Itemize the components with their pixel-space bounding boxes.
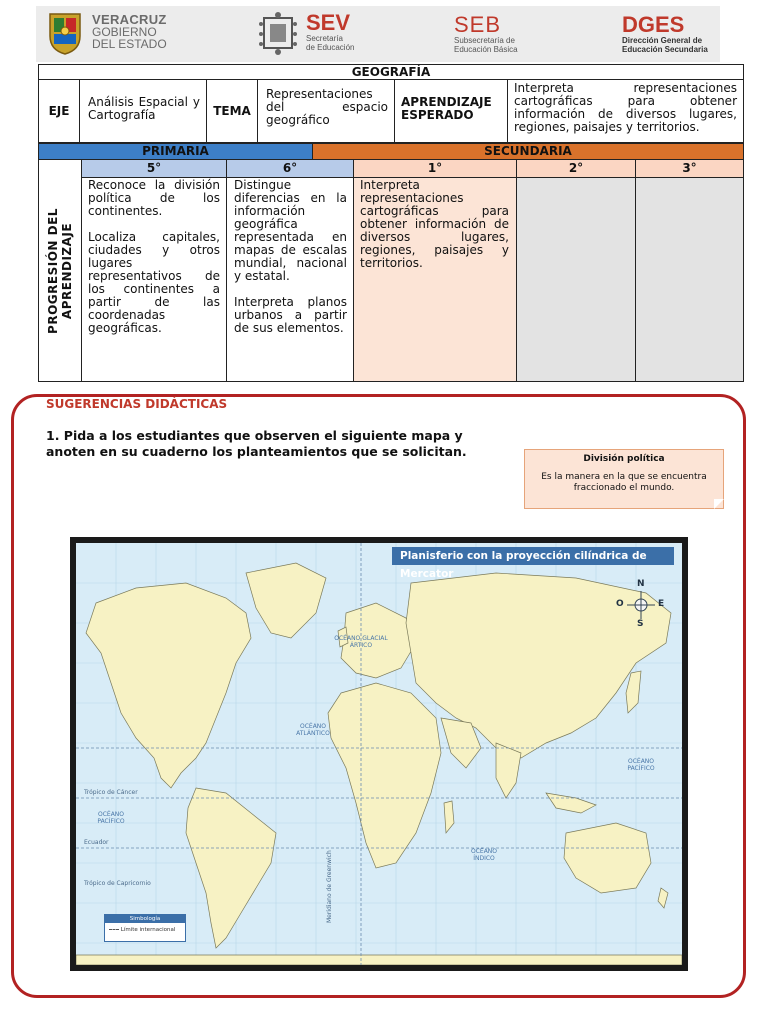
- dges-acronym: DGES: [622, 12, 685, 37]
- grade-5-text-1: Reconoce la división política de los continentes.: [88, 178, 220, 218]
- tema-value: Representaciones del espacio geográfico: [257, 79, 395, 143]
- grade-2-header: 2°: [516, 159, 636, 178]
- grade-3-content: [635, 177, 744, 382]
- note-text: Es la manera en la que se encuentra fraccionado el mundo.: [541, 472, 707, 493]
- aprendizaje-value: Interpreta representaciones cartográficas para obtener información de diversos lugares, regiones, paisajes y territorios.: [507, 79, 744, 143]
- sev-acronym: SEV: [306, 10, 351, 35]
- world-map: [70, 537, 688, 971]
- aprendizaje-label: APRENDIZAJE ESPERADO: [394, 79, 508, 143]
- eje-value: Análisis Espacial y Cartografía: [79, 79, 207, 143]
- dges-line2: Educación Secundaria: [622, 45, 708, 54]
- ocean-indico-label: OCÉANO ÍNDICO: [470, 848, 498, 862]
- veracruz-logo-text: [92, 14, 167, 50]
- veracruz-line1: VERACRUZ: [92, 12, 167, 27]
- tropico-capricornio-label: Trópico de Capricornio: [84, 880, 151, 887]
- note-title: División política: [583, 454, 665, 464]
- legend-item-label: Límite internacional: [120, 927, 176, 933]
- sev-emblem-icon: [258, 10, 298, 56]
- grade-2-content: [516, 177, 636, 382]
- dges-logo-text: [622, 14, 708, 54]
- primaria-header: PRIMARIA: [38, 143, 313, 160]
- eje-label: EJE: [38, 79, 80, 143]
- world-map-canvas: [76, 543, 682, 965]
- veracruz-line2: GOBIERNO: [92, 25, 157, 39]
- grade-6-content: [226, 177, 354, 382]
- legend-item: [105, 923, 185, 937]
- grade-1-content: [353, 177, 517, 382]
- note-fold-corner: [714, 499, 724, 509]
- subject-header: GEOGRAFÍA: [38, 64, 744, 80]
- greenwich-label: Meridiano de Greenwich: [326, 850, 333, 923]
- veracruz-line3: DEL ESTADO: [92, 37, 167, 51]
- ocean-artico-label: OCÉANO GLACIAL ÁRTICO: [334, 635, 388, 649]
- instruction-text: 1. Pida a los estudiantes que observen el siguiente mapa y anoten en su cuaderno los planteamientos que se solicitan.: [46, 428, 467, 459]
- grade-5-header: 5°: [81, 159, 227, 178]
- suggestions-title: SUGERENCIAS DIDÁCTICAS: [46, 397, 228, 411]
- veracruz-shield-icon: [46, 10, 84, 56]
- compass-o: O: [616, 599, 624, 609]
- seb-line1: Subsecretaría de: [454, 36, 515, 45]
- grade-3-header: 3°: [635, 159, 744, 178]
- progresion-label: PROGRESIÓN DEL APRENDIZAJE: [46, 207, 74, 334]
- grade-1-header: 1°: [353, 159, 517, 178]
- sev-line2: de Educación: [306, 43, 355, 52]
- ecuador-label: Ecuador: [84, 839, 109, 846]
- secundaria-header: SECUNDARIA: [312, 143, 744, 160]
- grade-6-header: 6°: [226, 159, 354, 178]
- sev-line1: Secretaría: [306, 34, 343, 43]
- map-title: Planisferio con la proyección cilíndrica de Mercator: [392, 547, 674, 565]
- compass-e: E: [658, 599, 665, 609]
- compass-s: S: [637, 619, 644, 629]
- world-map-graphic: [76, 543, 682, 965]
- seb-logo-text: [454, 14, 518, 54]
- note-card: [524, 449, 724, 509]
- dges-line1: Dirección General de: [622, 36, 703, 45]
- compass-n: N: [637, 579, 645, 589]
- legend-title: Simbología: [105, 915, 185, 923]
- header-logos: [36, 6, 720, 62]
- ocean-pacifico-east-label: OCÉANO PACÍFICO: [627, 758, 655, 772]
- sev-logo-text: [306, 12, 354, 52]
- border-line-icon: [109, 929, 119, 930]
- grade-6-text-1: Distingue diferencias en la información geográfica representada en mapas de escalas mundial, nacional y estatal.: [234, 178, 347, 283]
- grade-6-text-2: Interpreta planos urbanos a partir de sus elementos.: [234, 295, 347, 335]
- tropico-cancer-label: Trópico de Cáncer: [84, 789, 138, 796]
- seb-line2: Educación Básica: [454, 45, 518, 54]
- tema-label: TEMA: [206, 79, 258, 143]
- grade-5-text-2: Localiza capitales, ciudades y otros lugares representativos de los continentes a partir de las coordenadas geográficas.: [88, 230, 220, 335]
- ocean-pacifico-west-label: OCÉANO PACÍFICO: [97, 811, 125, 825]
- map-legend: [104, 914, 186, 942]
- grade-5-content: [81, 177, 227, 382]
- progresion-cell: [38, 159, 82, 382]
- grade-1-text-1: Interpreta representaciones cartográficas para obtener información de diversos lugares, regiones, paisajes y territorios.: [360, 178, 509, 270]
- seb-acronym: SEB: [454, 12, 502, 37]
- ocean-atlantico-label: OCÉANO ATLÁNTICO: [296, 723, 330, 737]
